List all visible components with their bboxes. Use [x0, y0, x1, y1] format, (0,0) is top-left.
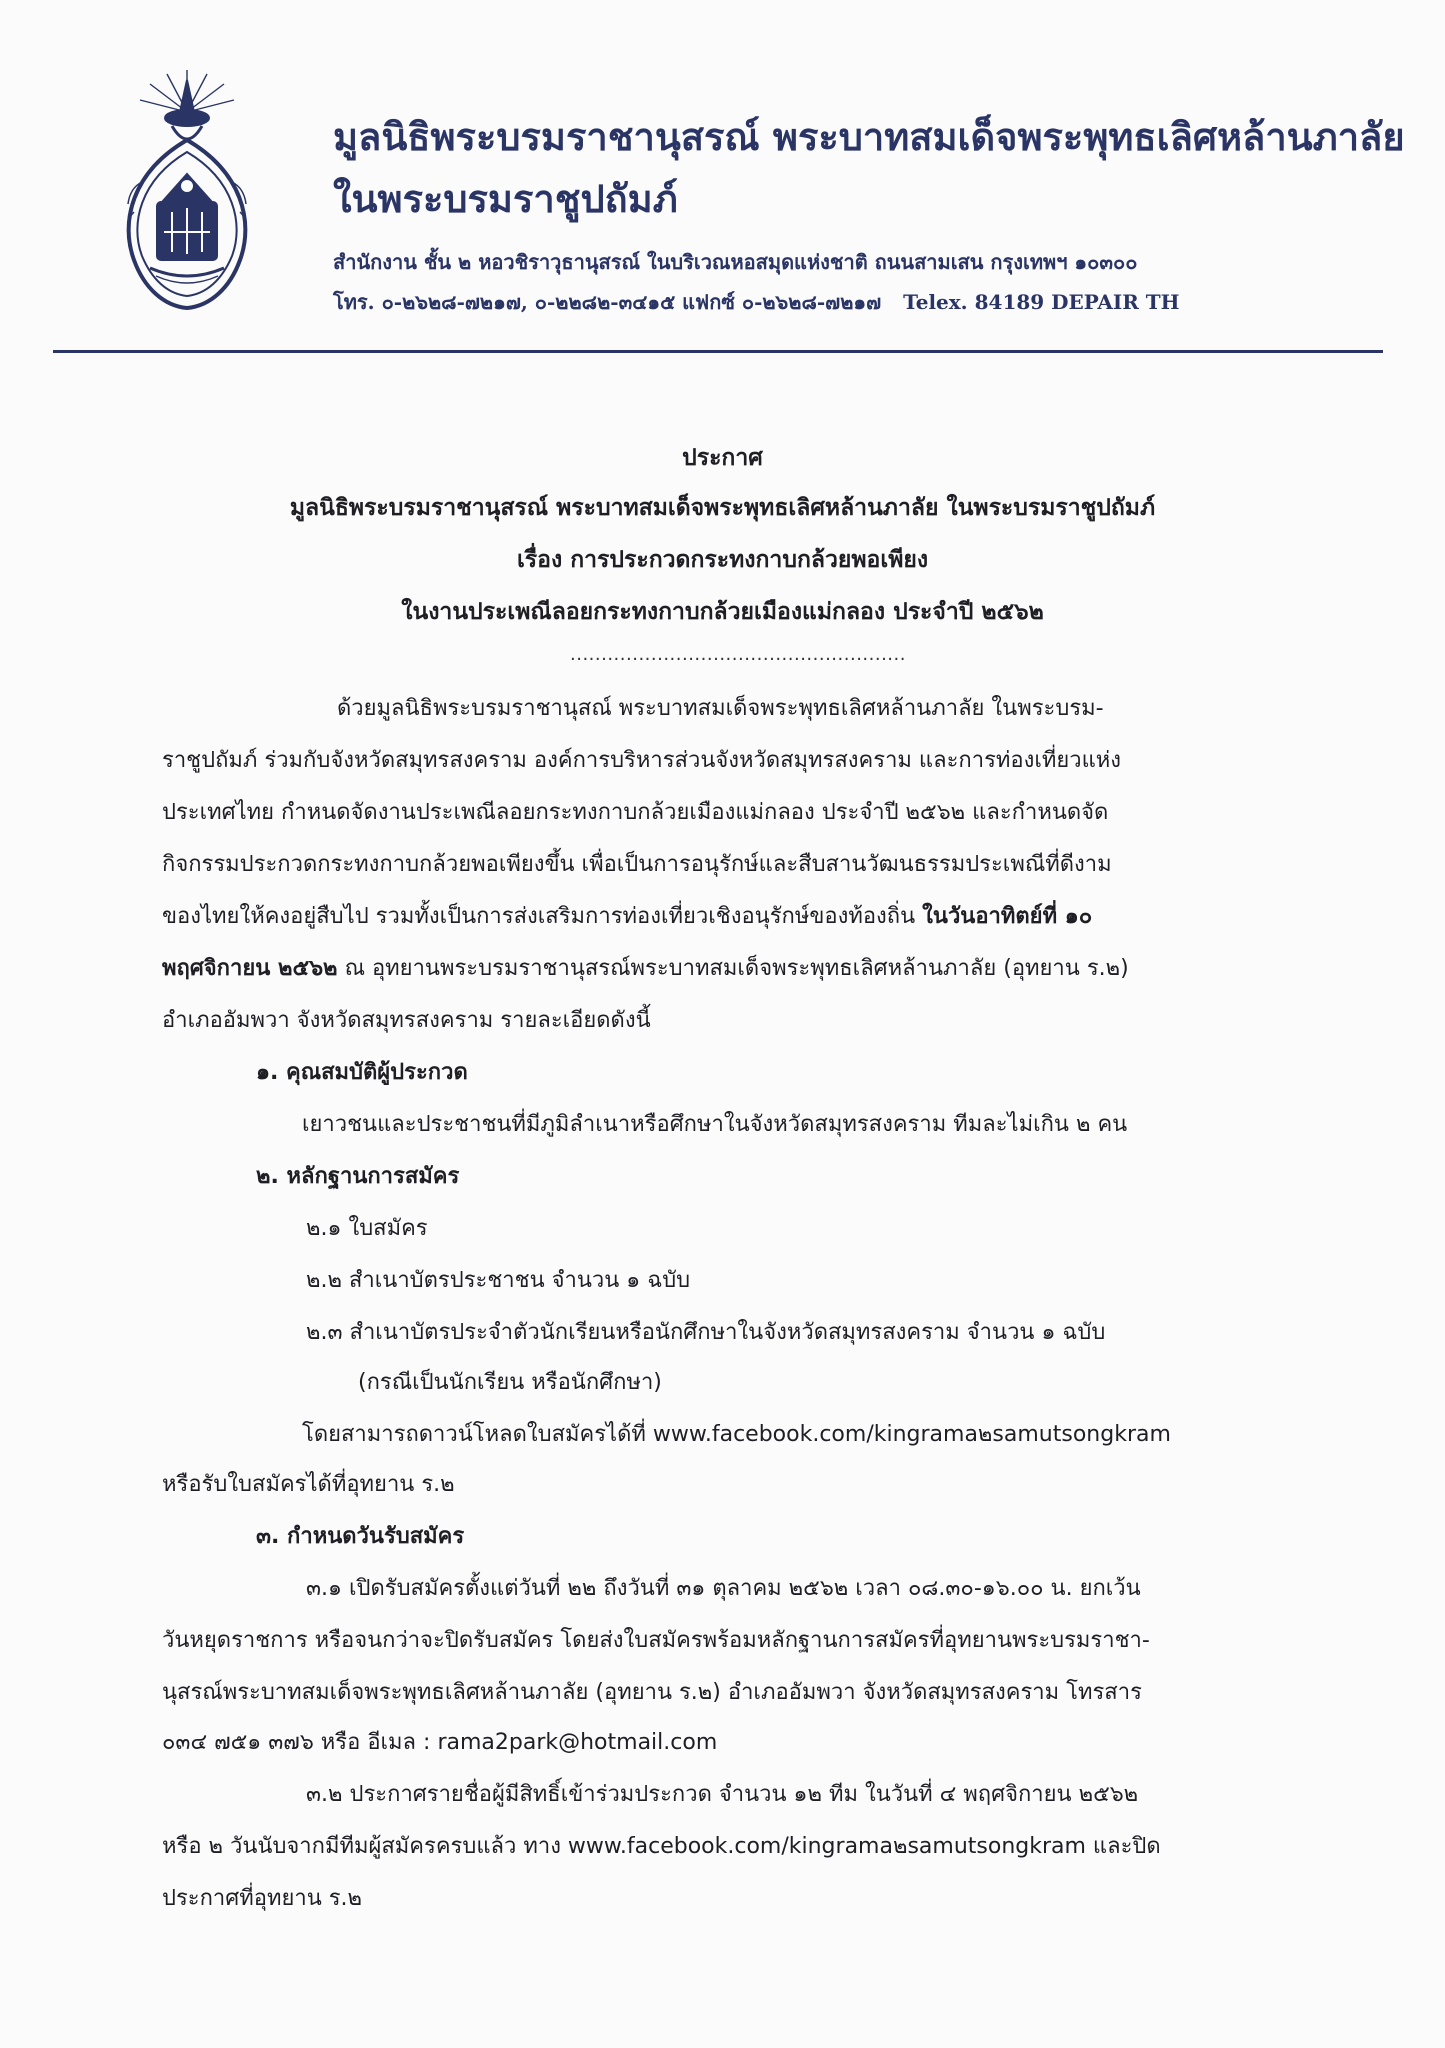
list-item: ๒.๒ สำเนาบัตรประชาชน จำนวน ๑ ฉบับ [306, 1268, 691, 1293]
intro-text: ณ อุทยานพระบรมราชานุสรณ์พระบาทสมเด็จพระพุทธเลิศหล้านภาลัย (อุทยาน ร.๒) [344, 956, 1129, 981]
paragraph-line: นุสรณ์พระบาทสมเด็จพระพุทธเลิศหล้านภาลัย (อุทยาน ร.๒) อำเภออัมพวา จังหวัดสมุทรสงคราม โทรสาร [162, 1680, 1142, 1705]
paragraph-line: ประกาศที่อุทยาน ร.๒ [162, 1886, 363, 1911]
paragraph-line: ๓.๒ ประกาศรายชื่อผู้มีสิทธิ์เข้าร่วมประกวด จำนวน ๑๒ ทีม ในวันที่ ๔ พฤศจิกายน ๒๕๖๒ [306, 1782, 1139, 1807]
section-heading: ๑. คุณสมบัติผู้ประกวด [256, 1060, 468, 1085]
list-item: ๒.๓ สำเนาบัตรประจำตัวนักเรียนหรือนักศึกษาในจังหวัดสมุทรสงคราม จำนวน ๑ ฉบับ [306, 1320, 1106, 1345]
telex-number: Telex. 84189 DEPAIR TH [903, 290, 1180, 314]
announcement-subject: เรื่อง การประกวดกระทงกาบกล้วยพอเพียง [516, 547, 929, 573]
section-heading: ๒. หลักฐานการสมัคร [256, 1164, 460, 1189]
intro-line [162, 950, 1129, 985]
organization-patronage: ในพระบรมราชูปถัมภ์ [333, 176, 678, 221]
foundation-seal-icon [112, 62, 262, 322]
paragraph-line: ๓.๑ เปิดรับสมัครตั้งแต่วันที่ ๒๒ ถึงวันที่ ๓๑ ตุลาคม ๒๕๖๒ เวลา ๐๘.๓๐-๑๖.๐๐ น. ยกเว้น [306, 1576, 1141, 1601]
paragraph-line: หรือ ๒ วันนับจากมีทีมผู้สมัครครบแล้ว ทาง www.facebook.com/kingrama๒samutsongkram และปิด [162, 1834, 1161, 1859]
paragraph-line: ๐๓๔ ๗๕๑ ๓๗๖ หรือ อีเมล : rama2park@hotmail.com [162, 1730, 718, 1755]
section-heading: ๓. กำหนดวันรับสมัคร [256, 1524, 465, 1549]
intro-line: ด้วยมูลนิธิพระบรมราชานุสณ์ พระบาทสมเด็จพระพุทธเลิศหล้านภาลัย ในพระบรม- [337, 696, 1104, 721]
intro-line: ประเทศไทย กำหนดจัดงานประเพณีลอยกระทงกาบกล้วยเมืองแม่กลอง ประจำปี ๒๕๖๒ และกำหนดจัด [162, 800, 1109, 825]
download-info: โดยสามารถดาวน์โหลดใบสมัครได้ที่ www.facebook.com/kingrama๒samutsongkram [302, 1422, 1171, 1447]
paragraph-line: วันหยุดราชการ หรือจนกว่าจะปิดรับสมัคร โดยส่งใบสมัครพร้อมหลักฐานการสมัครที่อุทยานพระบรมราชา- [162, 1628, 1150, 1653]
list-item-note: (กรณีเป็นนักเรียน หรือนักศึกษา) [358, 1370, 662, 1395]
organization-contact [333, 286, 1180, 318]
intro-line [162, 898, 1092, 933]
organization-name: มูลนิธิพระบรมราชานุสรณ์ พระบาทสมเด็จพระพุทธเลิศหล้านภาลัย [333, 114, 1405, 159]
phone-fax-numbers: โทร. ๐-๒๖๒๘-๗๒๑๗, ๐-๒๒๘๒-๓๔๑๕ แฟกซ์ ๐-๒๖๒๘-๗๒๑๗ [333, 290, 882, 314]
heading-separator: ...................................................... [570, 644, 906, 665]
section-text: เยาวชนและประชาชนที่มีภูมิลำเนาหรือศึกษาในจังหวัดสมุทรสงคราม ทีมละไม่เกิน ๒ คน [302, 1112, 1128, 1137]
event-date-highlight: ในวันอาทิตย์ที่ ๑๐ [922, 904, 1093, 929]
announcement-event: ในงานประเพณีลอยกระทงกาบกล้วยเมืองแม่กลอง ประจำปี ๒๕๖๒ [401, 599, 1044, 625]
letterhead-divider [53, 350, 1383, 353]
organization-address: สำนักงาน ชั้น ๒ หอวชิราวุธานุสรณ์ ในบริเวณหอสมุดแห่งชาติ ถนนสามเสน กรุงเทพฯ ๑๐๓๐๐ [333, 250, 1138, 274]
announcement-title: ประกาศ [682, 445, 763, 471]
event-date-highlight: พฤศจิกายน ๒๕๖๒ [162, 956, 338, 981]
intro-line: อำเภออัมพวา จังหวัดสมุทรสงคราม รายละเอียดดังนี้ [162, 1008, 651, 1033]
pickup-info: หรือรับใบสมัครได้ที่อุทยาน ร.๒ [162, 1472, 455, 1497]
announcement-organization: มูลนิธิพระบรมราชานุสรณ์ พระบาทสมเด็จพระพุทธเลิศหล้านภาลัย ในพระบรมราชูปถัมภ์ [289, 495, 1156, 521]
intro-line: กิจกรรมประกวดกระทงกาบกล้วยพอเพียงขึ้น เพื่อเป็นการอนุรักษ์และสืบสานวัฒนธรรมประเพณีที่ดีงาม [162, 852, 1112, 877]
intro-text: ของไทยให้คงอยู่สืบไป รวมทั้งเป็นการส่งเสริมการท่องเที่ยวเชิงอนุรักษ์ของท้องถิ่น [162, 904, 916, 929]
intro-line: ราชูปถัมภ์ ร่วมกับจังหวัดสมุทรสงคราม องค์การบริหารส่วนจังหวัดสมุทรสงคราม และการท่องเที่ยวแห่ง [162, 748, 1122, 773]
list-item: ๒.๑ ใบสมัคร [306, 1216, 428, 1241]
